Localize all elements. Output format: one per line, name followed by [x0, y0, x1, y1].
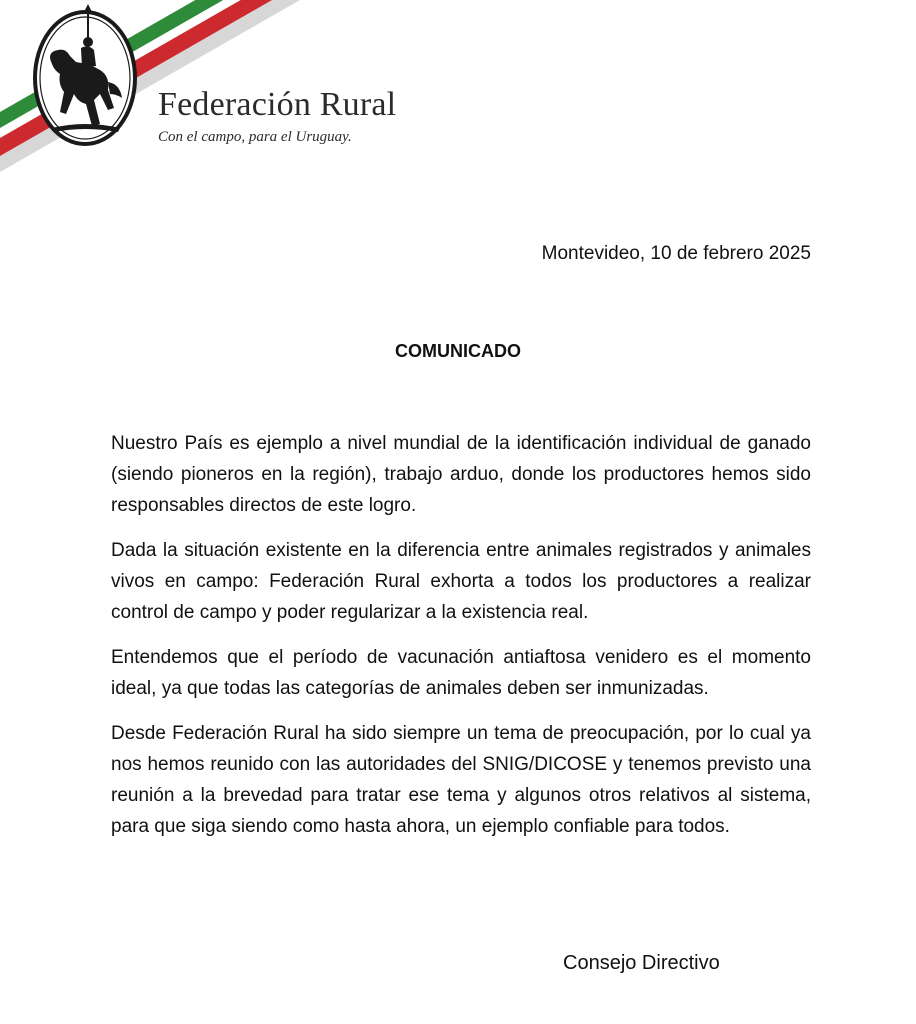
body-paragraph: Entendemos que el período de vacunación antiaftosa venidero es el momento ideal, ya que todas las categorías de animales deben ser inmunizadas. — [111, 647, 811, 699]
organization-slogan: Con el campo, para el Uruguay. — [158, 129, 352, 145]
gaucho-horseman-seal-icon — [30, 4, 140, 149]
signature: Consejo Directivo — [563, 952, 720, 974]
body-paragraph: Nuestro País es ejemplo a nivel mundial de la identificación individual de ganado (siendo pioneros en la región), trabajo arduo, donde los productores hemos sido responsables directos de este logro. — [111, 433, 811, 516]
body-paragraph: Desde Federación Rural ha sido siempre un tema de preocupación, por lo cual ya nos hemos reunido con las autoridades del SNIG/DICOSE y tenemos previsto una reunión a la brevedad para tratar ese tema y algunos otros relativos al sistema, para que siga siendo como hasta ahora, un ejemplo confiable para todos. — [111, 723, 811, 837]
date-line: Montevideo, 10 de febrero 2025 — [541, 243, 811, 264]
letter-body — [111, 428, 811, 856]
organization-name: Federación Rural — [158, 86, 397, 123]
body-paragraph: Dada la situación existente en la diferencia entre animales registrados y animales vivos en campo: Federación Rural exhorta a todos los productores a realizar control de campo y poder regularizar a la existencia real. — [111, 540, 811, 623]
letter-heading: COMUNICADO — [395, 341, 521, 361]
